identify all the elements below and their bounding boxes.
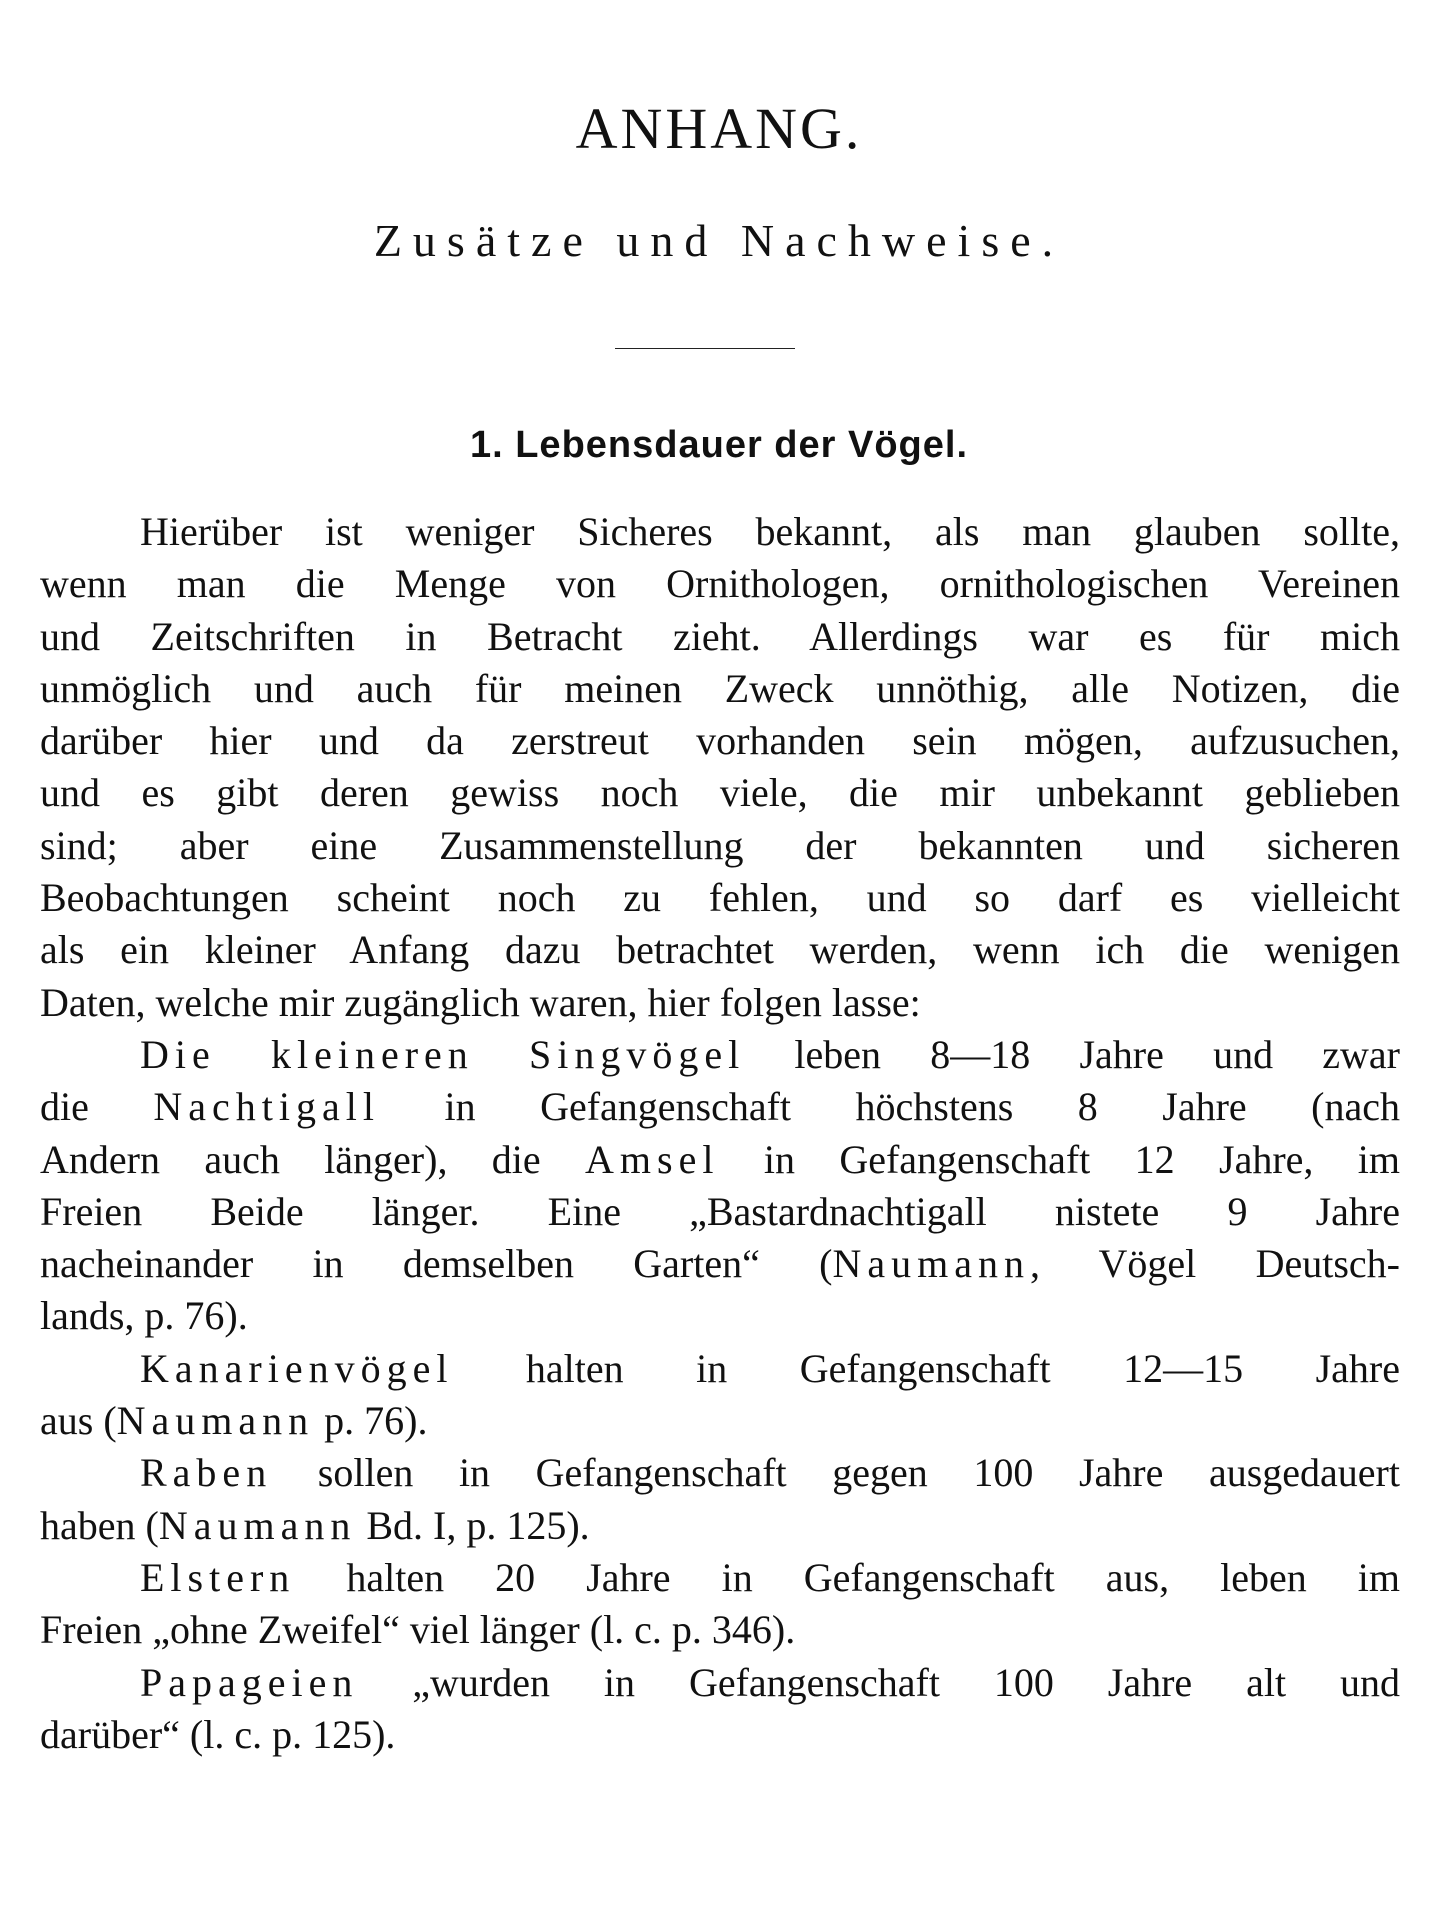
paragraph-1-line: Daten, welche mir zugänglich waren, hier folgen lasse: [40,979,921,1025]
emphasized-term: Raben [140,1450,273,1496]
emphasized-term: Naumann [116,1398,315,1444]
emphasized-term: Naumann [158,1502,357,1548]
text-run: halten 20 Jahre in Gefangenschaft aus, leben im [295,1554,1400,1600]
text-run: in Gefangenschaft 12 Jahre, im [719,1136,1400,1182]
text-run: Andern auch länger), die [40,1136,586,1182]
paragraph-4-line [40,1500,1400,1552]
text-run: nacheinander in demselben Garten“ ( [40,1241,833,1287]
paragraph-6-line: darüber“ (l. c. p. 125). [40,1711,396,1757]
section-heading: 1. Lebensdauer der Vögel. [469,424,969,466]
body-text [40,506,1400,1761]
text-run: aus ( [40,1398,117,1444]
text-run: haben ( [40,1502,159,1548]
page-subtitle: Zusätze und Nachweise. [373,215,1065,266]
text-run: Bd. I, p. 125). [356,1502,590,1548]
emphasized-term: Amsel [585,1136,720,1182]
emphasized-term: Kanarienvögel [140,1345,454,1391]
paragraph-3-line [40,1395,1400,1447]
paragraph-1-line: Beobachtungen scheint noch zu fehlen, und so darf es vielleicht [40,875,1400,921]
paragraph-2-line [40,1134,1400,1186]
emphasized-term: Die kleineren Singvögel [140,1031,746,1077]
paragraph-1-line: wenn man die Menge von Ornithologen, ornithologischen Vereinen [40,561,1400,607]
paragraph-6-line [40,1657,1400,1709]
paragraph-1-line: darüber hier und da zerstreut vorhanden sein mögen, aufzusuchen, [40,718,1400,764]
paragraph-1-line: Hierüber ist weniger Sicheres bekannt, als man glauben sollte, [140,509,1400,554]
paragraph-2-line [40,1029,1400,1081]
emphasized-term: Naumann [832,1241,1030,1287]
paragraph-2-line: Freien Beide länger. Eine „Bastardnachtigall nistete 9 Jahre [40,1188,1400,1234]
paragraph-4-line [40,1447,1400,1499]
paragraph-5-line: Freien „ohne Zweifel“ viel länger (l. c. p. 346). [40,1607,796,1653]
title-divider [615,348,795,349]
paragraph-1-line: und es gibt deren gewiss noch viele, die mir unbekannt geblieben [40,770,1400,816]
text-run: leben 8—18 Jahre und zwar [745,1031,1400,1077]
emphasized-term: Papageien [140,1659,359,1705]
text-run: „wurden in Gefangenschaft 100 Jahre alt und [358,1659,1400,1705]
emphasized-term: Nachtigall [153,1084,380,1130]
paragraph-1-line: unmöglich und auch für meinen Zweck unnöthig, alle Notizen, die [40,665,1400,711]
emphasized-term: Elstern [140,1554,296,1600]
paragraph-1-line: sind; aber eine Zusammenstellung der bekannten und sicheren [40,822,1400,868]
text-run: die [40,1084,154,1130]
paragraph-1-line: als ein kleiner Anfang dazu betrachtet werden, wenn ich die wenigen [40,927,1400,973]
text-run: p. 76). [314,1398,428,1444]
text-run: halten in Gefangenschaft 12—15 Jahre [453,1345,1400,1391]
paragraph-2-line [40,1238,1400,1290]
text-run: sollen in Gefangenschaft gegen 100 Jahre ausgedauert [272,1450,1400,1496]
paragraph-2-line [40,1081,1400,1133]
paragraph-5-line [40,1552,1400,1604]
paragraph-2-line: lands, p. 76). [40,1293,248,1339]
page-title: ANHANG. [575,96,863,161]
paragraph-3-line [40,1343,1400,1395]
paragraph-1-line: und Zeitschriften in Betracht zieht. Allerdings war es für mich [40,613,1400,659]
text-run: in Gefangenschaft höchstens 8 Jahre (nach [379,1084,1400,1130]
text-run: , Vögel Deutsch- [1029,1241,1400,1287]
